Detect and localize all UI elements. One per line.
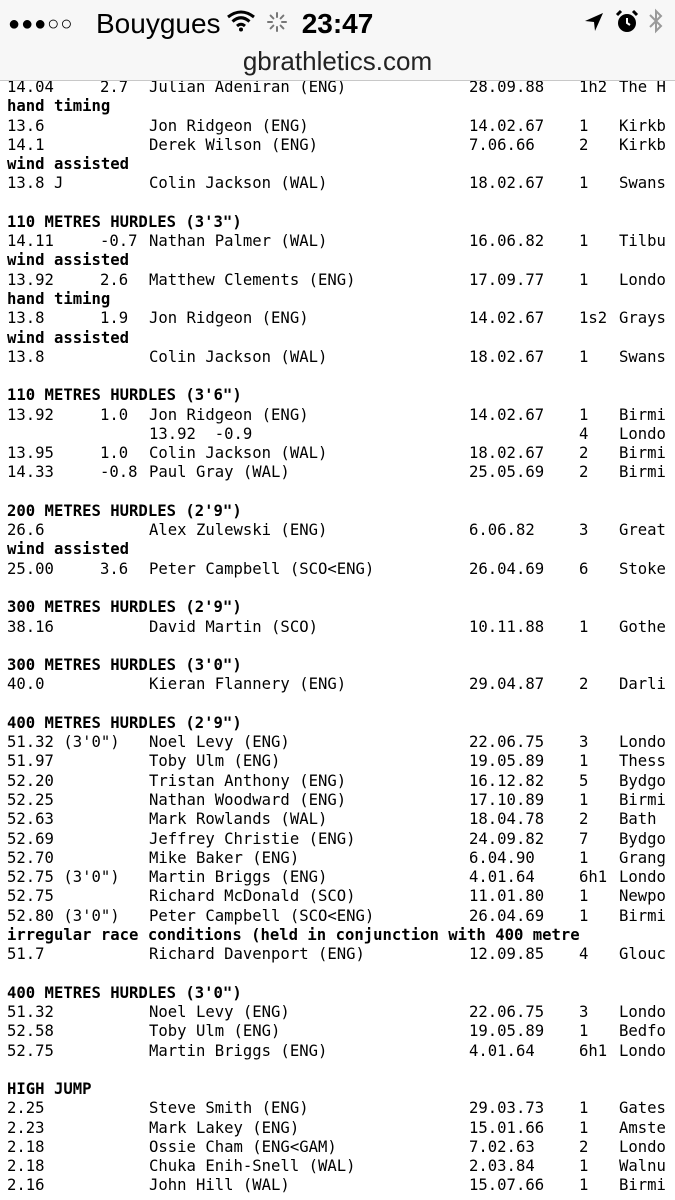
section-header: 200 METRES HURDLES (2'9") [7,501,242,520]
athlete-name: Steve Smith (ENG) [149,1099,309,1118]
athlete-name: Richard McDonald (SCO) [149,887,356,906]
athlete-name: Matthew Clements (ENG) [149,270,356,289]
venue: Newpo [619,887,666,906]
venue: The H [619,81,666,96]
date-of-birth: 11.01.80 [469,887,545,906]
performance: 38.16 [7,617,54,636]
venue: Swans [619,347,666,366]
athlete-name: Mark Lakey (ENG) [149,1118,300,1137]
athlete-name: Jeffrey Christie (ENG) [149,829,356,848]
section-header: 300 METRES HURDLES (3'0") [7,656,242,675]
position: 3 [579,1002,589,1021]
performance: 13.92 [7,405,54,424]
position: 1 [579,1176,589,1195]
wind-reading: -0.7 [100,232,138,251]
position: 1 [579,1022,589,1041]
athlete-name: Mike Baker (ENG) [149,848,300,867]
position: 6h1 [579,868,608,887]
date-of-birth: 12.09.85 [469,945,545,964]
athlete-name: Noel Levy (ENG) [149,733,290,752]
bluetooth-icon [648,8,664,40]
date-of-birth: 29.04.87 [469,675,545,694]
section-header: wind assisted [7,155,130,174]
athlete-name: Kieran Flannery (ENG) [149,675,347,694]
athlete-name: Julian Adeniran (ENG) [149,81,347,96]
venue: Kirkb [619,135,666,154]
athlete-name: 13.92 -0.9 [149,424,253,443]
position: 1 [579,1157,589,1176]
position: 1 [579,347,589,366]
wind-reading: -0.8 [100,463,138,482]
performance: 14.33 [7,463,54,482]
position: 3 [579,733,589,752]
position: 1 [579,617,589,636]
performance: 52.75 [7,887,54,906]
date-of-birth: 22.06.75 [469,733,545,752]
position: 4 [579,424,589,443]
address-bar[interactable] [0,44,675,81]
position: 1s2 [579,309,608,328]
venue: Londo [619,270,666,289]
signal-strength-indicator: ●●●○○ [8,13,74,35]
section-header: HIGH JUMP [7,1080,92,1099]
athlete-name: Chuka Enih-Snell (WAL) [149,1157,356,1176]
position: 1 [579,270,589,289]
clock-time: 23:47 [301,8,374,39]
venue: Bydgo [619,771,666,790]
performance: 52.58 [7,1022,54,1041]
date-of-birth: 4.01.64 [469,868,535,887]
venue: Stoke [619,559,666,578]
venue: Thess [619,752,666,771]
date-of-birth: 15.07.66 [469,1176,545,1195]
position: 1 [579,848,589,867]
athlete-name: Nathan Palmer (WAL) [149,232,328,251]
athlete-name: Colin Jackson (WAL) [149,347,328,366]
venue: Birmi [619,463,666,482]
date-of-birth: 14.02.67 [469,116,545,135]
venue: Birmi [619,1176,666,1195]
position: 1 [579,1099,589,1118]
position: 1 [579,887,589,906]
performance: 2.18 [7,1157,45,1176]
section-header: irregular race conditions (held in conjunction with 400 metre [7,925,580,944]
section-header: 400 METRES HURDLES (3'0") [7,983,242,1002]
athlete-name: Tristan Anthony (ENG) [149,771,347,790]
date-of-birth: 28.09.88 [469,81,545,96]
performance: 13.6 [7,116,45,135]
venue: Londo [619,1137,666,1156]
performance: 52.80 (3'0") [7,906,120,925]
date-of-birth: 14.02.67 [469,309,545,328]
date-of-birth: 18.02.67 [469,347,545,366]
section-header: hand timing [7,97,111,116]
venue: Darli [619,675,666,694]
athlete-name: Mark Rowlands (WAL) [149,810,328,829]
position: 1 [579,1118,589,1137]
athlete-name: Jon Ridgeon (ENG) [149,116,309,135]
venue: Birmi [619,790,666,809]
wind-reading: 2.6 [100,270,129,289]
athlete-name: John Hill (WAL) [149,1176,290,1195]
wind-reading: 3.6 [100,559,129,578]
athlete-name: Martin Briggs (ENG) [149,1041,328,1060]
athlete-name: Nathan Woodward (ENG) [149,790,347,809]
venue: Walnu [619,1157,666,1176]
wind-reading: 1.9 [100,309,129,328]
athlete-name: Paul Gray (WAL) [149,463,290,482]
performance: 13.95 [7,444,54,463]
performance: 51.97 [7,752,54,771]
date-of-birth: 4.01.64 [469,1041,535,1060]
position: 2 [579,135,589,154]
venue: Birmi [619,405,666,424]
performance: 2.16 [7,1176,45,1195]
athlete-name: Richard Davenport (ENG) [149,945,365,964]
performance: 13.92 [7,270,54,289]
venue: Great [619,521,666,540]
venue: Amste [619,1118,666,1137]
athlete-name: Toby Ulm (ENG) [149,1022,281,1041]
section-header: wind assisted [7,540,130,559]
date-of-birth: 26.04.69 [469,559,545,578]
performance: 51.32 (3'0") [7,733,120,752]
performance: 13.8 J [7,174,64,193]
performance: 52.63 [7,810,54,829]
date-of-birth: 6.04.90 [469,848,535,867]
position: 7 [579,829,589,848]
position: 1 [579,752,589,771]
position: 4 [579,945,589,964]
position: 1 [579,232,589,251]
date-of-birth: 7.06.66 [469,135,535,154]
position: 1 [579,174,589,193]
venue: Londo [619,1041,666,1060]
position: 3 [579,521,589,540]
date-of-birth: 18.04.78 [469,810,545,829]
athlete-name: Peter Campbell (SCO<ENG) [149,559,375,578]
position: 2 [579,1137,589,1156]
athlete-name: Peter Campbell (SCO<ENG) [149,906,375,925]
wind-reading: 2.7 [100,81,129,96]
position: 2 [579,444,589,463]
date-of-birth: 16.12.82 [469,771,545,790]
athlete-name: Ossie Cham (ENG<GAM) [149,1137,337,1156]
date-of-birth: 25.05.69 [469,463,545,482]
venue: Grays [619,309,666,328]
venue: Gates [619,1099,666,1118]
position: 1 [579,116,589,135]
athlete-name: Colin Jackson (WAL) [149,174,328,193]
date-of-birth: 7.02.63 [469,1137,535,1156]
position: 1 [579,790,589,809]
position: 2 [579,810,589,829]
athlete-name: Colin Jackson (WAL) [149,444,328,463]
position: 1 [579,906,589,925]
section-header: 110 METRES HURDLES (3'6") [7,386,242,405]
position: 2 [579,675,589,694]
venue: Glouc [619,945,666,964]
position: 6h1 [579,1041,608,1060]
date-of-birth: 10.11.88 [469,617,545,636]
position: 5 [579,771,589,790]
venue: Gothe [619,617,666,636]
date-of-birth: 17.10.89 [469,790,545,809]
performance: 26.6 [7,521,45,540]
athlete-name: Toby Ulm (ENG) [149,752,281,771]
venue: Kirkb [619,116,666,135]
status-bar [0,0,675,44]
date-of-birth: 26.04.69 [469,906,545,925]
location-arrow-icon [583,11,605,38]
position: 2 [579,463,589,482]
venue: Tilbu [619,232,666,251]
section-header: wind assisted [7,328,130,347]
performance: 14.1 [7,135,45,154]
athlete-name: Alex Zulewski (ENG) [149,521,328,540]
performance: 51.32 [7,1002,54,1021]
performance: 52.25 [7,790,54,809]
performance: 13.8 [7,309,45,328]
wind-reading: 1.0 [100,405,129,424]
carrier-name: Bouygues [96,8,221,39]
performance: 40.0 [7,675,45,694]
performance: 52.70 [7,848,54,867]
performance: 52.75 (3'0") [7,868,120,887]
section-header: hand timing [7,289,111,308]
venue: Bydgo [619,829,666,848]
athlete-name: Jon Ridgeon (ENG) [149,309,309,328]
section-header: 110 METRES HURDLES (3'3") [7,212,242,231]
date-of-birth: 18.02.67 [469,174,545,193]
section-header: 400 METRES HURDLES (2'9") [7,713,242,732]
position: 1h2 [579,81,608,96]
date-of-birth: 14.02.67 [469,405,545,424]
date-of-birth: 19.05.89 [469,1022,545,1041]
position: 6 [579,559,589,578]
section-header: wind assisted [7,251,130,270]
venue: Birmi [619,444,666,463]
performance: 2.18 [7,1137,45,1156]
wind-reading: 1.0 [100,444,129,463]
venue: Londo [619,1002,666,1021]
date-of-birth: 17.09.77 [469,270,545,289]
venue: Bath [619,810,657,829]
athlete-name: Derek Wilson (ENG) [149,135,318,154]
venue: Londo [619,424,666,443]
athlete-name: Martin Briggs (ENG) [149,868,328,887]
section-header: 300 METRES HURDLES (2'9") [7,598,242,617]
date-of-birth: 18.02.67 [469,444,545,463]
performance: 25.00 [7,559,54,578]
venue: Bedfo [619,1022,666,1041]
performance: 52.20 [7,771,54,790]
athlete-name: David Martin (SCO) [149,617,318,636]
performance: 52.75 [7,1041,54,1060]
date-of-birth: 6.06.82 [469,521,535,540]
date-of-birth: 15.01.66 [469,1118,545,1137]
venue: Londo [619,868,666,887]
athlete-name: Noel Levy (ENG) [149,1002,290,1021]
performance: 14.11 [7,232,54,251]
performance: 13.8 [7,347,45,366]
date-of-birth: 24.09.82 [469,829,545,848]
venue: Swans [619,174,666,193]
venue: Londo [619,733,666,752]
position: 1 [579,405,589,424]
performance: 14.04 [7,81,54,96]
alarm-clock-icon [614,9,640,40]
results-listing [0,81,675,1200]
venue: Grang [619,848,666,867]
date-of-birth: 22.06.75 [469,1002,545,1021]
performance: 2.23 [7,1118,45,1137]
athlete-name: Jon Ridgeon (ENG) [149,405,309,424]
performance: 51.7 [7,945,45,964]
address-bar-domain[interactable]: gbrathletics.com [242,46,433,76]
date-of-birth: 29.03.73 [469,1099,545,1118]
performance: 52.69 [7,829,54,848]
date-of-birth: 2.03.84 [469,1157,535,1176]
venue: Birmi [619,906,666,925]
performance: 2.25 [7,1099,45,1118]
date-of-birth: 19.05.89 [469,752,545,771]
date-of-birth: 16.06.82 [469,232,545,251]
